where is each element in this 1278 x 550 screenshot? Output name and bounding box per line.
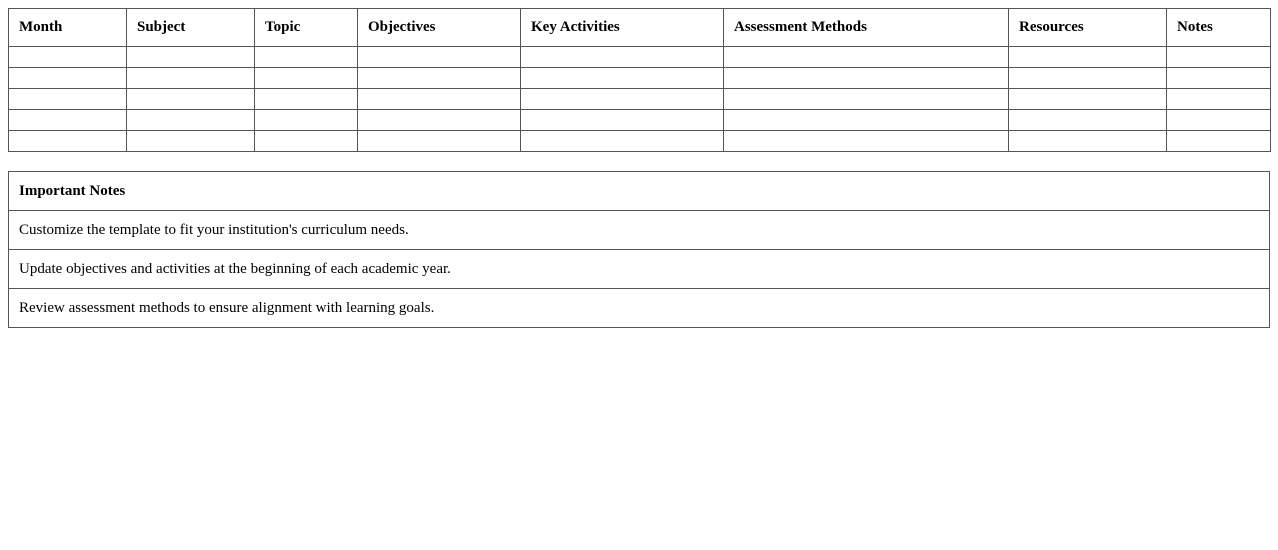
table-cell — [1167, 68, 1271, 89]
table-cell — [358, 68, 521, 89]
table-cell — [9, 47, 127, 68]
note-text: Customize the template to fit your institution's curriculum needs. — [9, 211, 1270, 250]
column-header-notes: Notes — [1167, 9, 1271, 47]
table-cell — [1009, 110, 1167, 131]
column-header-objectives: Objectives — [358, 9, 521, 47]
note-text: Review assessment methods to ensure alignment with learning goals. — [9, 289, 1270, 328]
table-cell — [127, 47, 255, 68]
column-header-key-activities: Key Activities — [521, 9, 724, 47]
table-cell — [1009, 47, 1167, 68]
table-row — [9, 47, 1271, 68]
table-row — [9, 131, 1271, 152]
table-cell — [1167, 131, 1271, 152]
table-cell — [1167, 110, 1271, 131]
table-cell — [724, 68, 1009, 89]
table-cell — [521, 131, 724, 152]
table-cell — [358, 89, 521, 110]
table-cell — [1167, 89, 1271, 110]
table-cell — [724, 110, 1009, 131]
table-cell — [724, 47, 1009, 68]
table-cell — [127, 110, 255, 131]
list-item — [9, 211, 1270, 250]
table-cell — [255, 110, 358, 131]
table-cell — [358, 131, 521, 152]
table-cell — [521, 89, 724, 110]
table-cell — [255, 89, 358, 110]
table-cell — [521, 110, 724, 131]
notes-header-row — [9, 172, 1270, 211]
table-cell — [255, 47, 358, 68]
table-row — [9, 89, 1271, 110]
table-cell — [1009, 68, 1167, 89]
table-cell — [255, 131, 358, 152]
important-notes-table — [8, 171, 1270, 328]
table-cell — [358, 110, 521, 131]
table-header-row — [9, 9, 1271, 47]
table-cell — [9, 89, 127, 110]
column-header-resources: Resources — [1009, 9, 1167, 47]
table-cell — [521, 47, 724, 68]
column-header-subject: Subject — [127, 9, 255, 47]
important-notes-title: Important Notes — [9, 172, 1270, 211]
table-cell — [724, 89, 1009, 110]
table-cell — [127, 131, 255, 152]
table-cell — [1167, 47, 1271, 68]
table-row — [9, 68, 1271, 89]
table-cell — [1009, 131, 1167, 152]
column-header-month: Month — [9, 9, 127, 47]
table-cell — [127, 68, 255, 89]
table-row — [9, 110, 1271, 131]
note-text: Update objectives and activities at the beginning of each academic year. — [9, 250, 1270, 289]
column-header-topic: Topic — [255, 9, 358, 47]
table-cell — [9, 110, 127, 131]
table-cell — [724, 131, 1009, 152]
table-cell — [521, 68, 724, 89]
table-cell — [255, 68, 358, 89]
table-cell — [358, 47, 521, 68]
list-item — [9, 289, 1270, 328]
column-header-assessment-methods: Assessment Methods — [724, 9, 1009, 47]
table-cell — [9, 68, 127, 89]
list-item — [9, 250, 1270, 289]
table-cell — [9, 131, 127, 152]
table-cell — [1009, 89, 1167, 110]
curriculum-table — [8, 8, 1271, 152]
table-cell — [127, 89, 255, 110]
